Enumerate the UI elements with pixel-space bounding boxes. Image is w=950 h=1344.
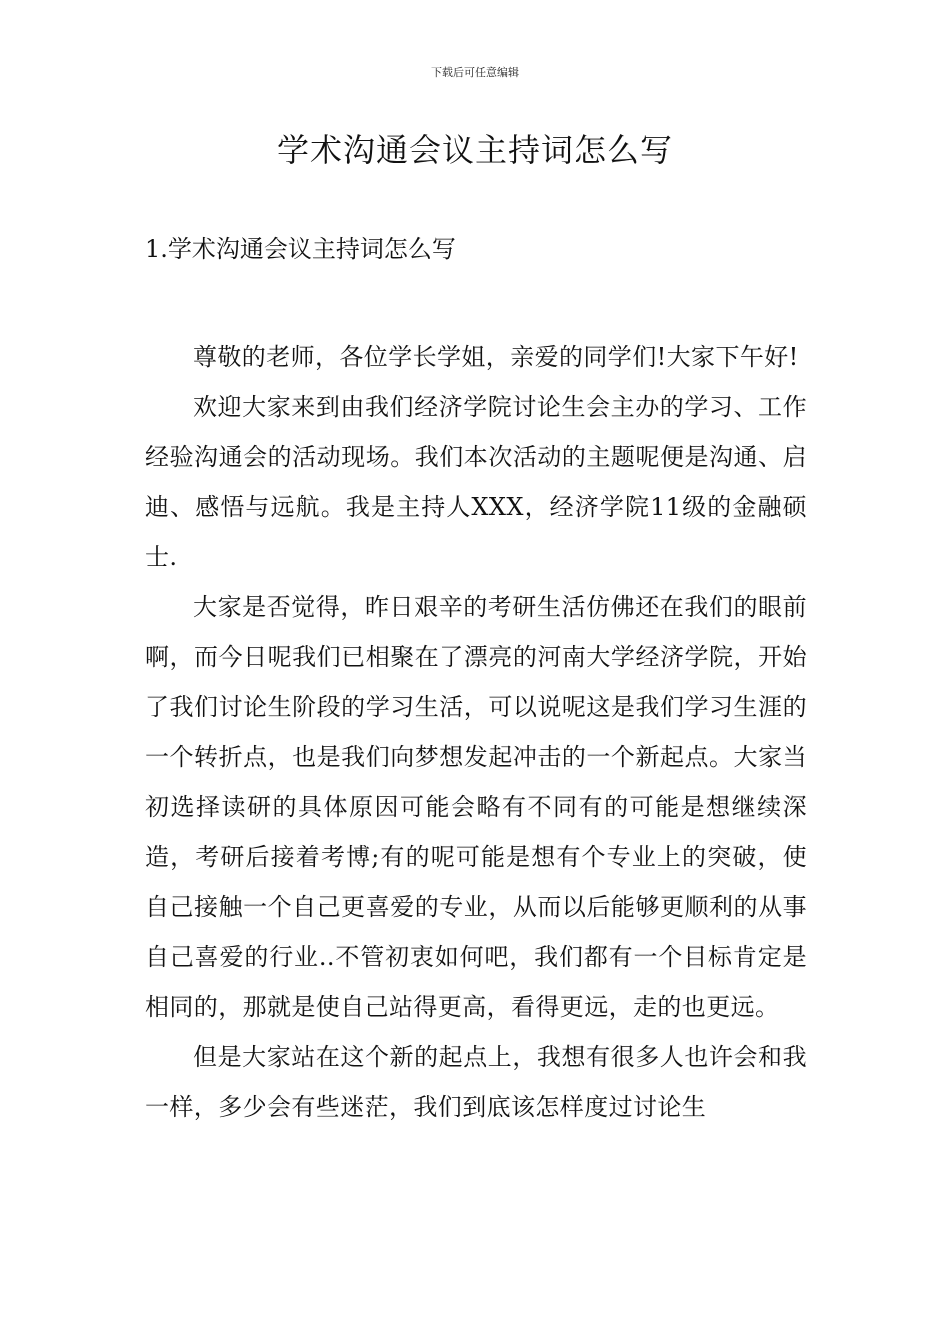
paragraph-welcome: 欢迎大家来到由我们经济学院讨论生会主办的学习、工作经验沟通会的活动现场。我们本次活动的主题呢便是沟通、启迪、感悟与远航。我是主持人XXX，经济学院11级的金融硕士. xyxy=(145,393,807,571)
paragraph-greeting: 尊敬的老师，各位学长学姐，亲爱的同学们!大家下午好! xyxy=(193,343,799,371)
paragraph-confusion: 但是大家站在这个新的起点上，我想有很多人也许会和我一样，多少会有些迷茫，我们到底该怎样度过讨论生 xyxy=(145,1043,807,1121)
paragraph-new-start: 大家是否觉得，昨日艰辛的考研生活仿佛还在我们的眼前啊，而今日呢我们已相聚在了漂亮的河南大学经济学院，开始了我们讨论生阶段的学习生活，可以说呢这是我们学习生涯的一个转折点，也是我们向梦想发起冲击的一个新起点。大家当初选择读研的具体原因可能会略有不同有的可能是想继续深造，考研后接着考博;有的呢可能是想有个专业上的突破，使自己接触一个自己更喜爱的专业，从而以后能够更顺利的从事自己喜爱的行业..不管初衷如何吧，我们都有一个目标肯定是相同的，那就是使自己站得更高，看得更远，走的也更远。 xyxy=(145,593,807,1021)
section-heading: 1.学术沟通会议主持词怎么写 xyxy=(145,235,456,263)
header-note: 下载后可任意编辑 xyxy=(431,66,519,79)
document-title: 学术沟通会议主持词怎么写 xyxy=(276,131,673,169)
body-text xyxy=(145,332,807,1132)
